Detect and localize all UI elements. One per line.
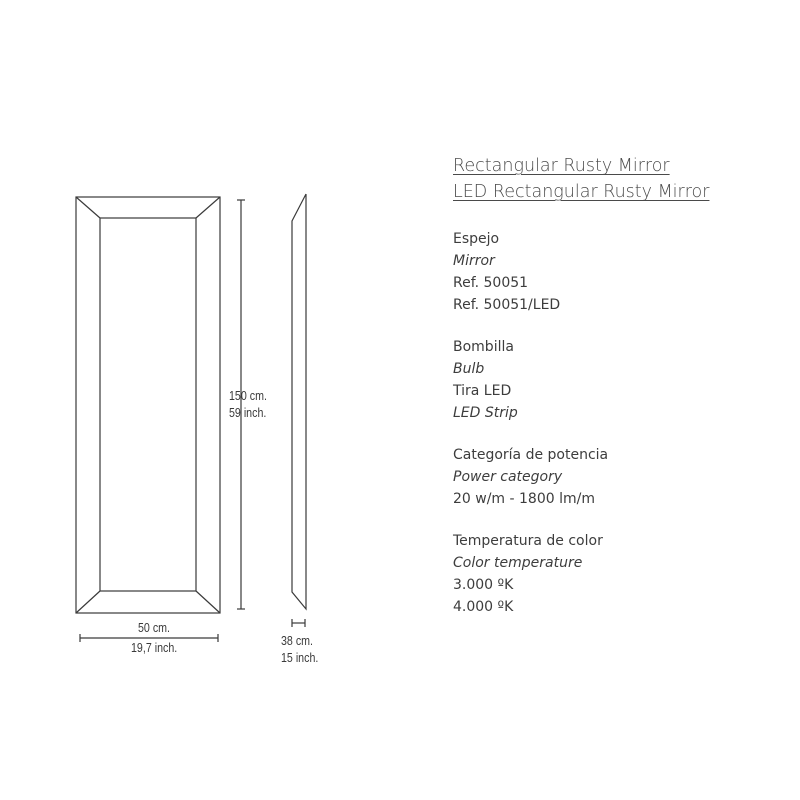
- mirror-side-profile: [292, 194, 306, 609]
- bevel-line: [76, 197, 100, 218]
- product-title: Rectangular Rusty Mirror: [453, 156, 670, 176]
- spec-value: Ref. 50051/LED: [453, 297, 561, 313]
- width-cm-label: 50 cm.: [138, 620, 170, 635]
- spec-label-es: Bombilla: [453, 339, 514, 355]
- mirror-front-inner-glass: [100, 218, 196, 591]
- spec-value: Ref. 50051: [453, 275, 529, 291]
- spec-label-en: Color temperature: [453, 555, 583, 571]
- spec-value-en: LED Strip: [453, 405, 518, 421]
- bevel-line: [196, 591, 220, 613]
- width-inch-label: 19,7 inch.: [131, 640, 178, 655]
- spec-label-en: Bulb: [453, 361, 485, 377]
- mirror-front-outer-frame: [76, 197, 220, 613]
- spec-value: 20 w/m - 1800 lm/m: [453, 491, 595, 507]
- depth-inch: 15 inch.: [281, 650, 319, 665]
- spec-group-mirror: [453, 228, 783, 316]
- spec-label-es: Temperatura de color: [453, 533, 603, 549]
- depth-label: [281, 632, 318, 666]
- spec-label-es: Espejo: [453, 231, 500, 247]
- height-inch: 59 inch.: [229, 405, 267, 420]
- spec-value-es: Tira LED: [453, 383, 512, 399]
- spec-value: 4.000 ºK: [453, 599, 514, 615]
- spec-group-bulb: [453, 336, 783, 424]
- product-title-led: LED Rectangular Rusty Mirror: [453, 182, 710, 202]
- spec-value: 3.000 ºK: [453, 577, 514, 593]
- spec-group-color-temperature: [453, 530, 783, 618]
- spec-panel: [453, 153, 783, 618]
- spec-label-en: Power category: [453, 469, 563, 485]
- spec-label-es: Categoría de potencia: [453, 447, 609, 463]
- spec-group-power: [453, 444, 783, 510]
- height-cm: 150 cm.: [229, 388, 267, 403]
- depth-cm: 38 cm.: [281, 633, 313, 648]
- bevel-line: [196, 197, 220, 218]
- height-label: [229, 387, 267, 421]
- spec-label-en: Mirror: [453, 253, 495, 269]
- bevel-line: [76, 591, 100, 613]
